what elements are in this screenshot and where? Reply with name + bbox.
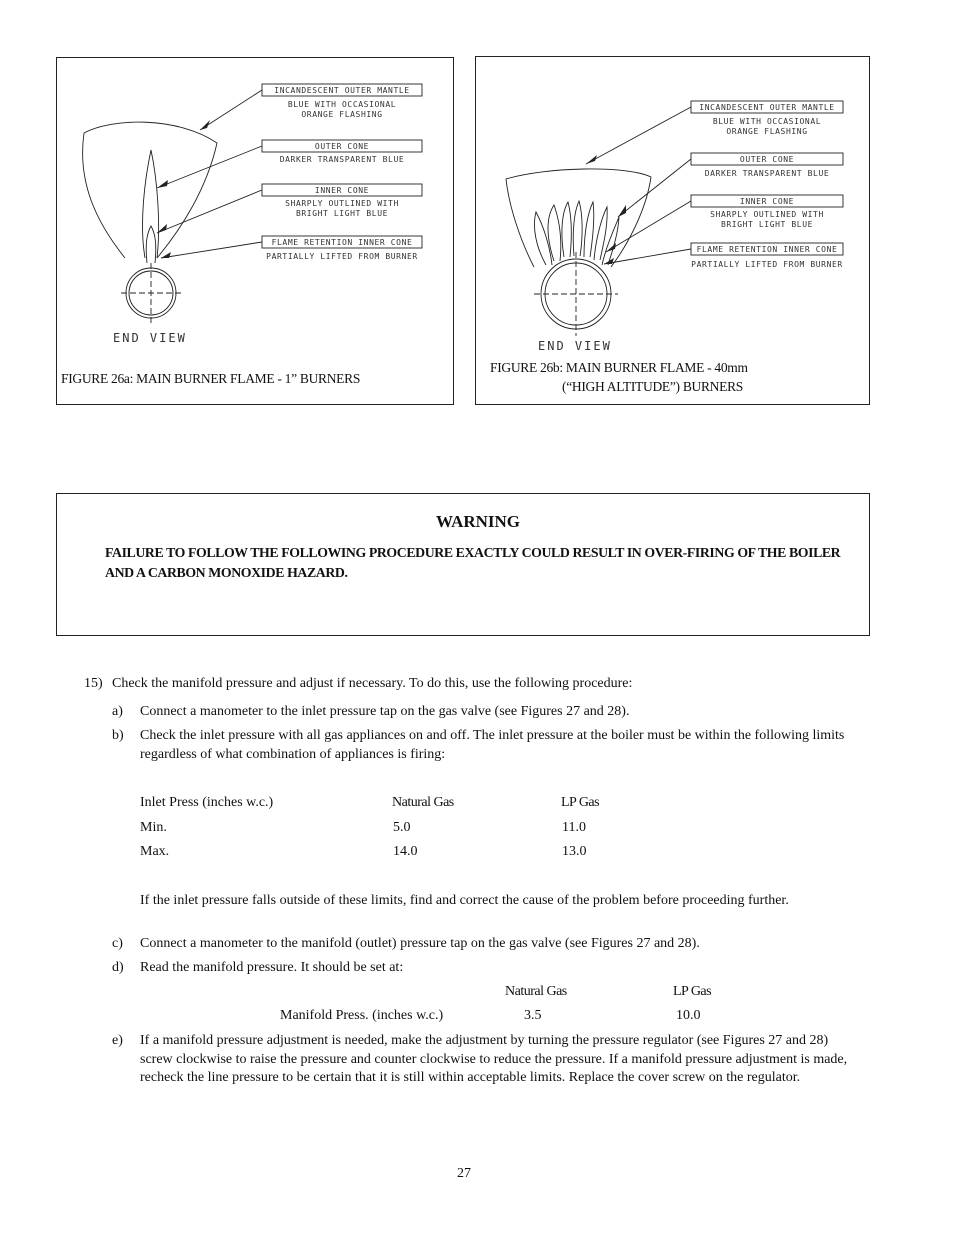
fig-b-end-view-label: END VIEW [538,339,612,353]
figure-26a-drawing [57,58,455,406]
manifold-lp-value: 10.0 [676,1008,701,1023]
figure-26b-caption-line1: FIGURE 26b: MAIN BURNER FLAME - 40mm [490,360,748,375]
inlet-row-min-label: Min. [140,820,167,835]
warning-box [56,493,870,636]
fig-b-outer-desc: DARKER TRANSPARENT BLUE [704,169,830,178]
fig-b-outer-label: OUTER CONE [739,155,795,164]
figure-26a [56,57,454,405]
fig-a-inner-desc2: BRIGHT LIGHT BLUE [295,209,389,218]
step-b-marker: b) [112,728,124,743]
step-15-number: 15) [84,676,103,691]
inlet-row-min-natural: 5.0 [393,820,411,835]
step-b-text: Check the inlet pressure with all gas appliances on and off. The inlet pressure at the boiler must be within the following limits regardless of what combination of appliances is firing: [140,728,845,762]
fig-a-outer-desc: DARKER TRANSPARENT BLUE [279,155,405,164]
step-a-marker: a) [112,704,123,719]
inlet-row-max-lp: 13.0 [562,844,587,859]
step-c-marker: c) [112,936,123,951]
manifold-row-label: Manifold Press. (inches w.c.) [280,1008,444,1023]
step-15-text: Check the manifold pressure and adjust if necessary. To do this, use the following procedure: [112,676,633,691]
fig-a-mantle-desc1: BLUE WITH OCCASIONAL [287,100,397,109]
page-number: 27 [457,1166,471,1181]
fig-b-mantle-desc2: ORANGE FLASHING [726,127,808,136]
fig-a-inner-label: INNER CONE [314,186,370,195]
figure-26a-caption: FIGURE 26a: MAIN BURNER FLAME - 1” BURNERS [61,371,361,386]
figure-26b [475,56,870,405]
fig-a-mantle-label: INCANDESCENT OUTER MANTLE [274,86,410,95]
fig-a-retention-label: FLAME RETENTION INNER CONE [271,238,413,247]
inlet-row-min-lp: 11.0 [562,820,586,835]
step-d-text: Read the manifold pressure. It should be set at: [140,960,404,975]
inlet-header-natural: Natural Gas [392,795,454,810]
inlet-row-max-natural: 14.0 [393,844,418,859]
warning-title: WARNING [435,512,521,531]
fig-b-inner-desc1: SHARPLY OUTLINED WITH [710,210,824,219]
figure-26b-drawing [476,57,871,406]
fig-a-retention-desc: PARTIALLY LIFTED FROM BURNER [266,252,418,261]
inlet-header-lp: LP Gas [561,795,600,810]
step-c-text: Connect a manometer to the manifold (outlet) pressure tap on the gas valve (see Figures 27 and 28). [140,936,700,951]
warning-body: FAILURE TO FOLLOW THE FOLLOWING PROCEDURE EXACTLY COULD RESULT IN OVER-FIRING OF THE BOILER AND A CARBON MONOXIDE HAZARD. [105,545,841,580]
fig-b-inner-label: INNER CONE [739,197,795,206]
inlet-header-label: Inlet Press (inches w.c.) [140,795,274,810]
step-e-text: If a manifold pressure adjustment is needed, make the adjustment by turning the pressure regulator (see Figures 27 and 28) screw clockwise to raise the pressure and counter clockwise to reduce the pressure. If a manifold pressure adjustment is made, recheck the line pressure to be certain that it is still within acceptable limits. Replace the cover screw on the regulator. [140,1033,848,1085]
fig-a-end-view-label: END VIEW [113,331,187,345]
manifold-natural-value: 3.5 [524,1008,542,1023]
step-e-marker: e) [112,1033,123,1048]
fig-a-mantle-desc2: ORANGE FLASHING [301,110,383,119]
manifold-header-lp: LP Gas [673,984,712,999]
inlet-limits-note: If the inlet pressure falls outside of these limits, find and correct the cause of the problem before proceeding further. [140,893,789,908]
fig-a-outer-label: OUTER CONE [314,142,370,151]
step-a-text: Connect a manometer to the inlet pressure tap on the gas valve (see Figures 27 and 28). [140,704,630,719]
fig-b-retention-desc: PARTIALLY LIFTED FROM BURNER [691,260,843,269]
fig-b-inner-desc2: BRIGHT LIGHT BLUE [720,220,814,229]
step-d-marker: d) [112,960,124,975]
figure-26b-caption-line2: (“HIGH ALTITUDE”) BURNERS [562,379,743,394]
manifold-header-natural: Natural Gas [505,984,567,999]
inlet-row-max-label: Max. [140,844,170,859]
fig-b-retention-label: FLAME RETENTION INNER CONE [696,245,838,254]
fig-a-inner-desc1: SHARPLY OUTLINED WITH [285,199,399,208]
fig-b-mantle-label: INCANDESCENT OUTER MANTLE [699,103,835,112]
fig-b-mantle-desc1: BLUE WITH OCCASIONAL [712,117,822,126]
